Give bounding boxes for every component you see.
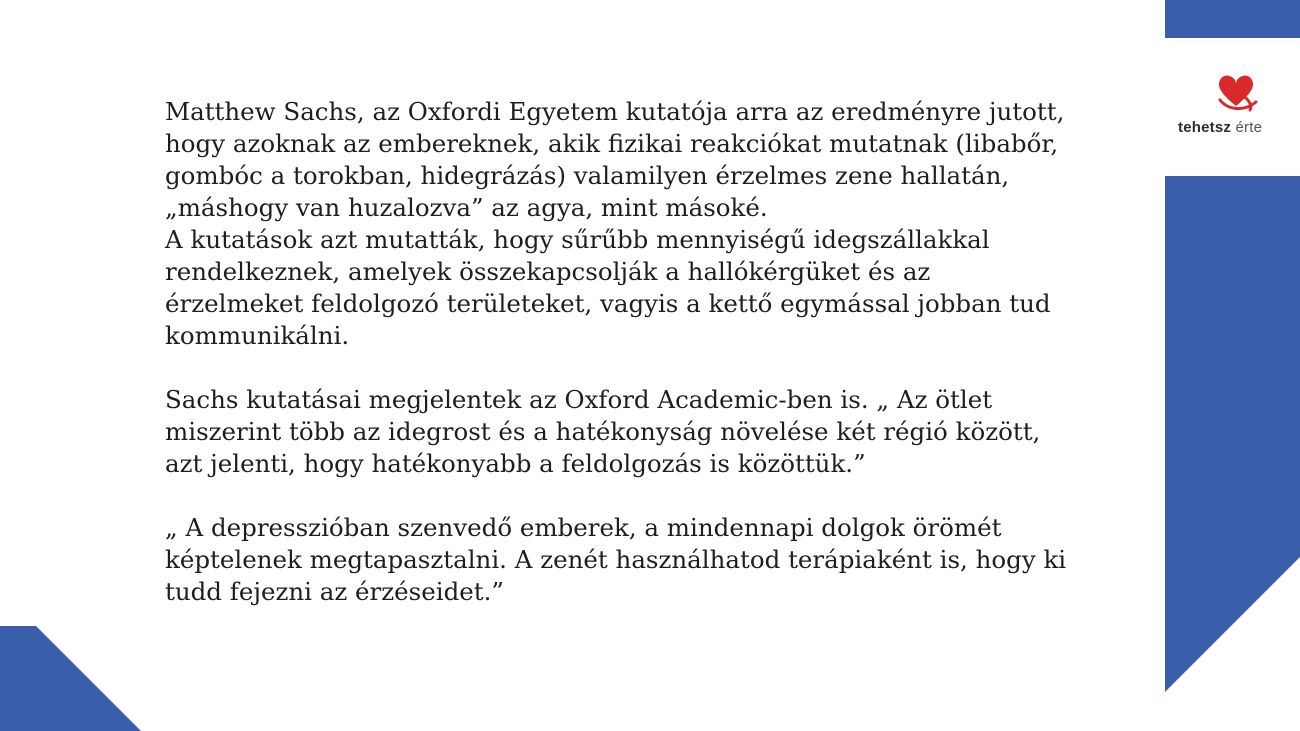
paragraph-3 [165,512,1155,608]
text-line: rendelkeznek, amelyek összekapcsolják a hallókérgüket és az [165,257,931,286]
text-line: kommunikálni. [165,321,350,350]
paragraph-spacer [165,352,1155,384]
body-text [165,96,1155,608]
text-line: képtelenek megtapasztalni. A zenét használhatod terápiaként is, hogy ki [165,545,1067,574]
heart-icon [1210,70,1262,118]
text-line: azt jelenti, hogy hatékonyabb a feldolgozás is közöttük.” [165,449,866,478]
brand-name-bold: tehetsz [1178,119,1232,136]
paragraph-2 [165,384,1155,480]
paragraph-1 [165,96,1155,352]
brand-name-light: érte [1235,119,1263,136]
text-line: érzelmeket feldolgozó területeket, vagyis a kettő egymással jobban tud [165,289,1051,318]
text-line: Sachs kutatásai megjelentek az Oxford Academic-ben is. „ Az ötlet [165,385,993,414]
paragraph-spacer [165,480,1155,512]
text-line: tudd fejezni az érzéseidet.” [165,577,504,606]
text-line: Matthew Sachs, az Oxfordi Egyetem kutatója arra az eredményre jutott, [165,97,1065,126]
text-line: miszerint több az idegrost és a hatékonyság növelése két régió között, [165,417,1041,446]
text-line: „ A depresszióban szenvedő emberek, a mindennapi dolgok örömét [165,513,1002,542]
bottom-left-blue-triangle [0,626,141,731]
brand-logo-text [1178,119,1262,136]
right-blue-panel [1165,176,1300,692]
text-line: gombóc a torokban, hidegrázás) valamilyen érzelmes zene hallatán, [165,161,1010,190]
top-right-blue-bar [1165,0,1300,38]
text-line: „máshogy van huzalozva” az agya, mint másoké. [165,193,768,222]
text-line: A kutatások azt mutatták, hogy sűrűbb mennyiségű idegszállakkal [165,225,990,254]
text-line: hogy azoknak az embereknek, akik fizikai reakciókat mutatnak (libabőr, [165,129,1059,158]
